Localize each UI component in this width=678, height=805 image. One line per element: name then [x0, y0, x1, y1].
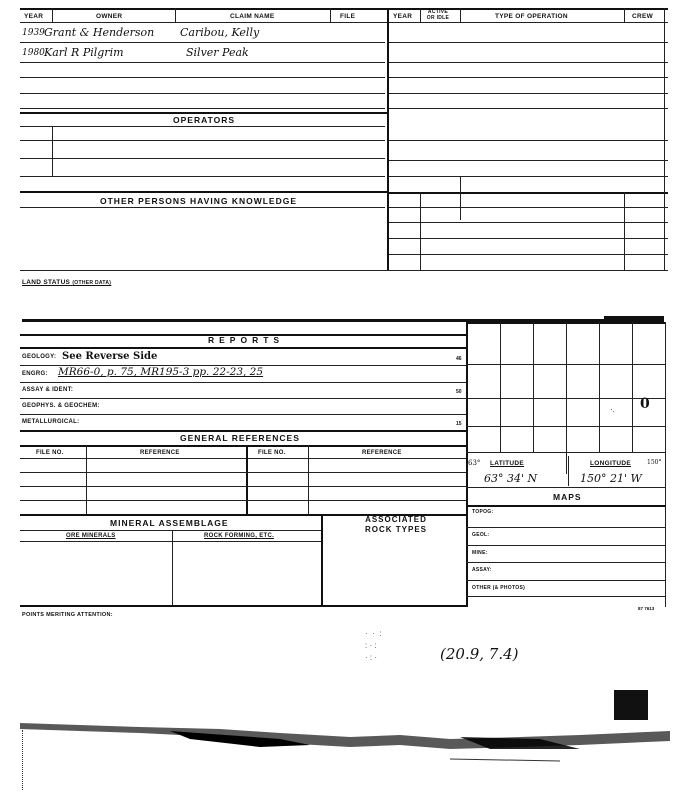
form-number: 87 7613 [638, 606, 655, 611]
longitude-label: LONGITUDE [590, 460, 631, 467]
coordinates-note: (20.9, 7.4) [440, 645, 519, 663]
header-file: FILE [340, 13, 356, 20]
ref-reference-2: REFERENCE [362, 450, 402, 456]
assay-ident-label: ASSAY & IDENT: [22, 387, 74, 393]
maps-geol: GEOL: [472, 532, 490, 538]
owner-row-1-year: 1939 [22, 28, 45, 38]
engrg-value: MR66-0, p. 75, MR195-3 pp. 22-23, 25 [58, 366, 264, 378]
owner-row-1-claim: Caribou, Kelly [180, 26, 260, 39]
owner-row-1-owner: Grant & Henderson [44, 26, 155, 39]
scan-noise-band [20, 715, 670, 765]
reports-title: REPORTS [208, 335, 285, 345]
ore-minerals-header: ORE MINERALS [66, 533, 116, 539]
maps-title: MAPS [553, 492, 582, 502]
ref-reference-1: REFERENCE [140, 450, 180, 456]
general-references-title: GENERAL REFERENCES [180, 433, 300, 443]
owner-row-2-owner: Karl R Pilgrim [44, 46, 124, 59]
scan-left-edge [22, 730, 23, 790]
number-15: 15 [456, 421, 462, 427]
number-46: 46 [456, 356, 462, 362]
header-year-right: YEAR [393, 13, 413, 20]
metallurgical-label: METALLURGICAL: [22, 419, 80, 425]
longitude-value: 150° 21' W [580, 472, 642, 485]
longitude-suffix: 150° [647, 459, 662, 466]
header-owner: OWNER [96, 13, 123, 20]
mineral-assemblage-title: MINERAL ASSEMBLAGE [110, 518, 229, 528]
owner-row-2-claim: Silver Peak [186, 46, 249, 59]
maps-topog: TOPOG: [472, 509, 494, 515]
header-type-of-operation: TYPE OF OPERATION [495, 13, 568, 20]
header-claim-name: CLAIM NAME [230, 13, 275, 20]
geophys-geochem-label: GEOPHYS. & GEOCHEM: [22, 403, 100, 409]
points-meriting-attention: POINTS MERITING ATTENTION: [22, 612, 113, 618]
grid-mark-circle: 0 [640, 396, 650, 412]
geology-value: See Reverse Side [62, 351, 158, 362]
latitude-prefix: 63° [468, 459, 481, 467]
engrg-label: ENGRG: [22, 371, 48, 377]
scan-speckles: · · : : · : · : · [365, 629, 382, 662]
ref-file-no-2: FILE NO. [258, 450, 286, 456]
other-persons-title: OTHER PERSONS HAVING KNOWLEDGE [100, 196, 298, 206]
maps-other-photos: OTHER (& PHOTOS) [472, 585, 526, 591]
rock-forming-header: ROCK FORMING, ETC. [204, 533, 275, 539]
associated-rock-types-title: ASSOCIATED ROCK TYPES [364, 515, 427, 534]
grid-dots: ·. [610, 405, 615, 414]
maps-assay: ASSAY: [472, 567, 492, 573]
operators-title: OPERATORS [173, 115, 236, 125]
maps-mine: MINE: [472, 550, 488, 556]
latitude-value: 63° 34' N [484, 472, 538, 485]
header-active-or-idle: ACTIVE OR IDLE [426, 9, 450, 21]
latitude-label: LATITUDE [490, 460, 525, 467]
owner-row-2-year: 1980 [22, 48, 45, 58]
land-status-label: LAND STATUS (OTHER DATA) [22, 279, 112, 286]
geology-label: GEOLOGY: [22, 354, 57, 360]
ref-file-no-1: FILE NO. [36, 450, 64, 456]
header-crew: CREW [632, 13, 654, 20]
number-50: 50 [456, 389, 462, 395]
header-year: YEAR [24, 13, 44, 20]
